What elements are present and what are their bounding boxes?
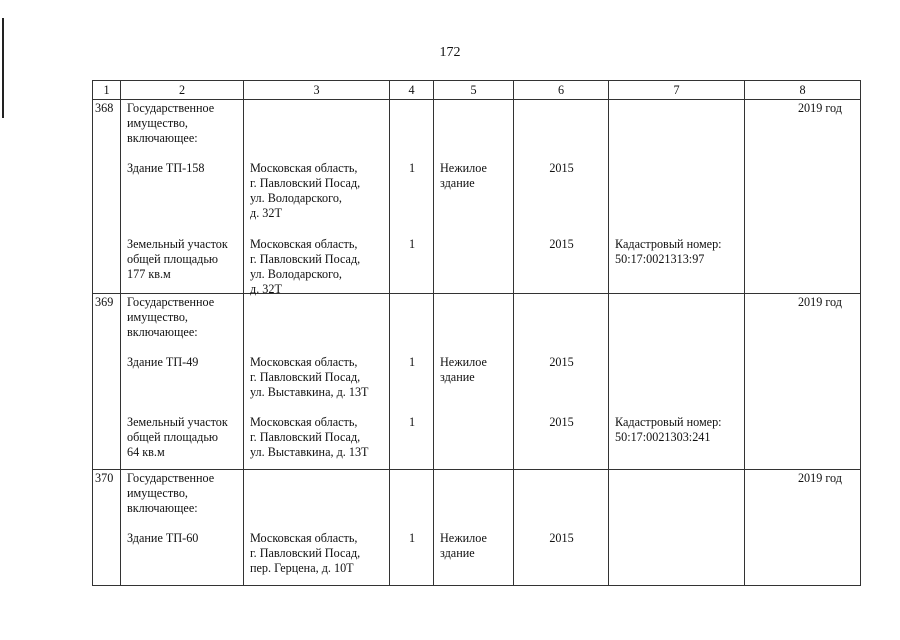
cell-year: 2019 год	[745, 470, 861, 586]
col-header: 6	[514, 81, 609, 100]
cell-note	[609, 470, 745, 586]
cell-name: Государственное имущество, включающее: Здание ТП-49 Земельный участок общей площадью 64 кв.м	[121, 294, 244, 470]
property-table	[92, 80, 861, 586]
margin-line	[2, 18, 4, 118]
table-row-368	[93, 100, 861, 294]
cell-type: Нежилое здание	[434, 470, 514, 586]
cell-type: Нежилое здание	[434, 100, 514, 294]
col-header: 7	[609, 81, 745, 100]
cell-num: 369	[93, 294, 121, 470]
cell-num: 370	[93, 470, 121, 586]
cell-address: Московская область, г. Павловский Посад, пер. Герцена, д. 10Т	[244, 470, 390, 586]
cell-built: 2015 2015	[514, 100, 609, 294]
cell-name: Государственное имущество, включающее: Здание ТП-60	[121, 470, 244, 586]
col-header: 2	[121, 81, 244, 100]
cell-qty: 1 1	[390, 100, 434, 294]
cell-qty: 1 1	[390, 294, 434, 470]
table-row-369	[93, 294, 861, 470]
cell-qty: 1	[390, 470, 434, 586]
cell-year: 2019 год	[745, 100, 861, 294]
col-header: 4	[390, 81, 434, 100]
cell-type: Нежилое здание	[434, 294, 514, 470]
cell-num: 368	[93, 100, 121, 294]
table-row-370	[93, 470, 861, 586]
cell-name: Государственное имущество, включающее: Здание ТП-158 Земельный участок общей площадью 177 кв.м	[121, 100, 244, 294]
col-header: 5	[434, 81, 514, 100]
page-number: 172	[439, 45, 461, 60]
col-header: 3	[244, 81, 390, 100]
cell-address: Московская область, г. Павловский Посад, ул. Выставкина, д. 13Т Московская область, г. Павловский Посад, ул. Выставкина, д. 13Т	[244, 294, 390, 470]
cell-note: Кадастровый номер: 50:17:0021313:97	[609, 100, 745, 294]
cell-note: Кадастровый номер: 50:17:0021303:241	[609, 294, 745, 470]
col-header: 8	[745, 81, 861, 100]
col-header: 1	[93, 81, 121, 100]
cell-built: 2015	[514, 470, 609, 586]
column-number-row	[93, 81, 861, 100]
cell-built: 2015 2015	[514, 294, 609, 470]
cell-year: 2019 год	[745, 294, 861, 470]
cell-address: Московская область, г. Павловский Посад, ул. Володарского, д. 32Т Московская область, г. Павловский Посад, ул. Володарского, д. 32Т	[244, 100, 390, 294]
